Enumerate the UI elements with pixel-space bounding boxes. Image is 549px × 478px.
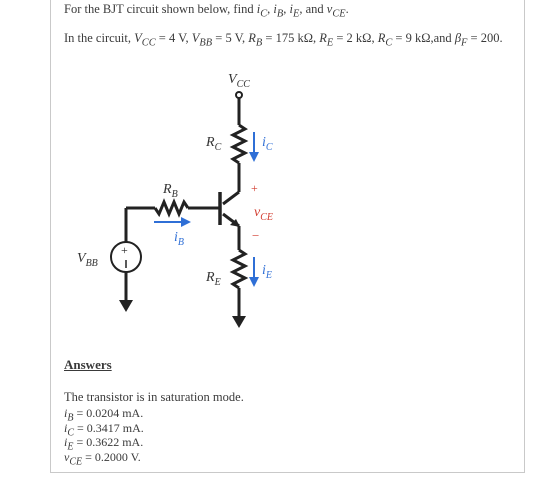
given-value-0: $V_{CC} = 4$ V, xyxy=(134,31,192,49)
answers-heading: Answers xyxy=(64,357,112,372)
circuit-wires xyxy=(126,97,245,316)
rc-resistor xyxy=(233,125,245,163)
source-plus-sign: + xyxy=(121,243,128,257)
given-value-5: $\beta_F = 200$. xyxy=(454,31,503,49)
vbb-label: $V_{BB}$ xyxy=(77,251,98,269)
vce-label: $v_{CE}$ xyxy=(254,205,273,223)
given-values xyxy=(134,31,503,49)
and-word: and xyxy=(305,2,324,16)
vce-plus-sign: + xyxy=(251,181,258,195)
rb-resistor xyxy=(155,202,188,214)
vce-minus-sign: − xyxy=(252,228,260,243)
vcc-terminal xyxy=(236,92,242,98)
ic-label: $i_C$ xyxy=(262,135,273,153)
var-vce: $v_{CE}$ xyxy=(326,2,346,20)
rb-label: $R_B$ xyxy=(163,182,178,200)
question-line: For the BJT circuit shown below, find $i_C$, $i_B$, $i_E$, and $v_{CE}$. xyxy=(64,2,349,20)
ic-arrow-icon xyxy=(249,152,259,162)
answer-item: $i_E = 0.3622$ mA. xyxy=(64,435,144,453)
ie-label: $i_E$ xyxy=(262,263,272,281)
ib-label: $i_B$ xyxy=(174,230,184,248)
answer-item: $i_C = 0.3417$ mA. xyxy=(64,420,144,438)
question-end: . xyxy=(345,2,349,16)
var-ic: $i_C$ xyxy=(256,2,268,20)
mode-statement: The transistor is in saturation mode. xyxy=(64,390,244,404)
ie-arrow-icon xyxy=(249,277,259,287)
var-ie: $i_E$ xyxy=(289,2,300,20)
given-value-1: $V_{BB} = 5$ V, xyxy=(191,31,249,49)
given-value-2: $R_B = 175$ kΩ, xyxy=(248,31,320,49)
answer-item: $v_{CE} = 0.2000$ V. xyxy=(64,449,141,467)
re-label: $R_E$ xyxy=(206,270,221,288)
ground-symbol-emitter xyxy=(232,316,246,328)
given-line xyxy=(64,31,503,49)
bjt-circuit-diagram xyxy=(60,62,290,342)
var-ib: $i_B$ xyxy=(273,2,284,20)
answer-item: $i_B = 0.0204$ mA. xyxy=(64,406,144,424)
given-lead: In the circuit, xyxy=(64,31,135,45)
question-prefix: For the BJT circuit shown below, find xyxy=(64,2,257,16)
re-resistor xyxy=(233,250,245,288)
vcc-label: $V_{CC}$ xyxy=(228,72,250,90)
ground-symbol-source xyxy=(119,300,133,312)
given-value-3: $R_E = 2$ kΩ, xyxy=(319,31,378,49)
ib-arrow-icon xyxy=(181,217,191,227)
rc-label: $R_C$ xyxy=(206,135,222,153)
given-value-4: $R_C = 9$ kΩ,and xyxy=(377,31,455,49)
